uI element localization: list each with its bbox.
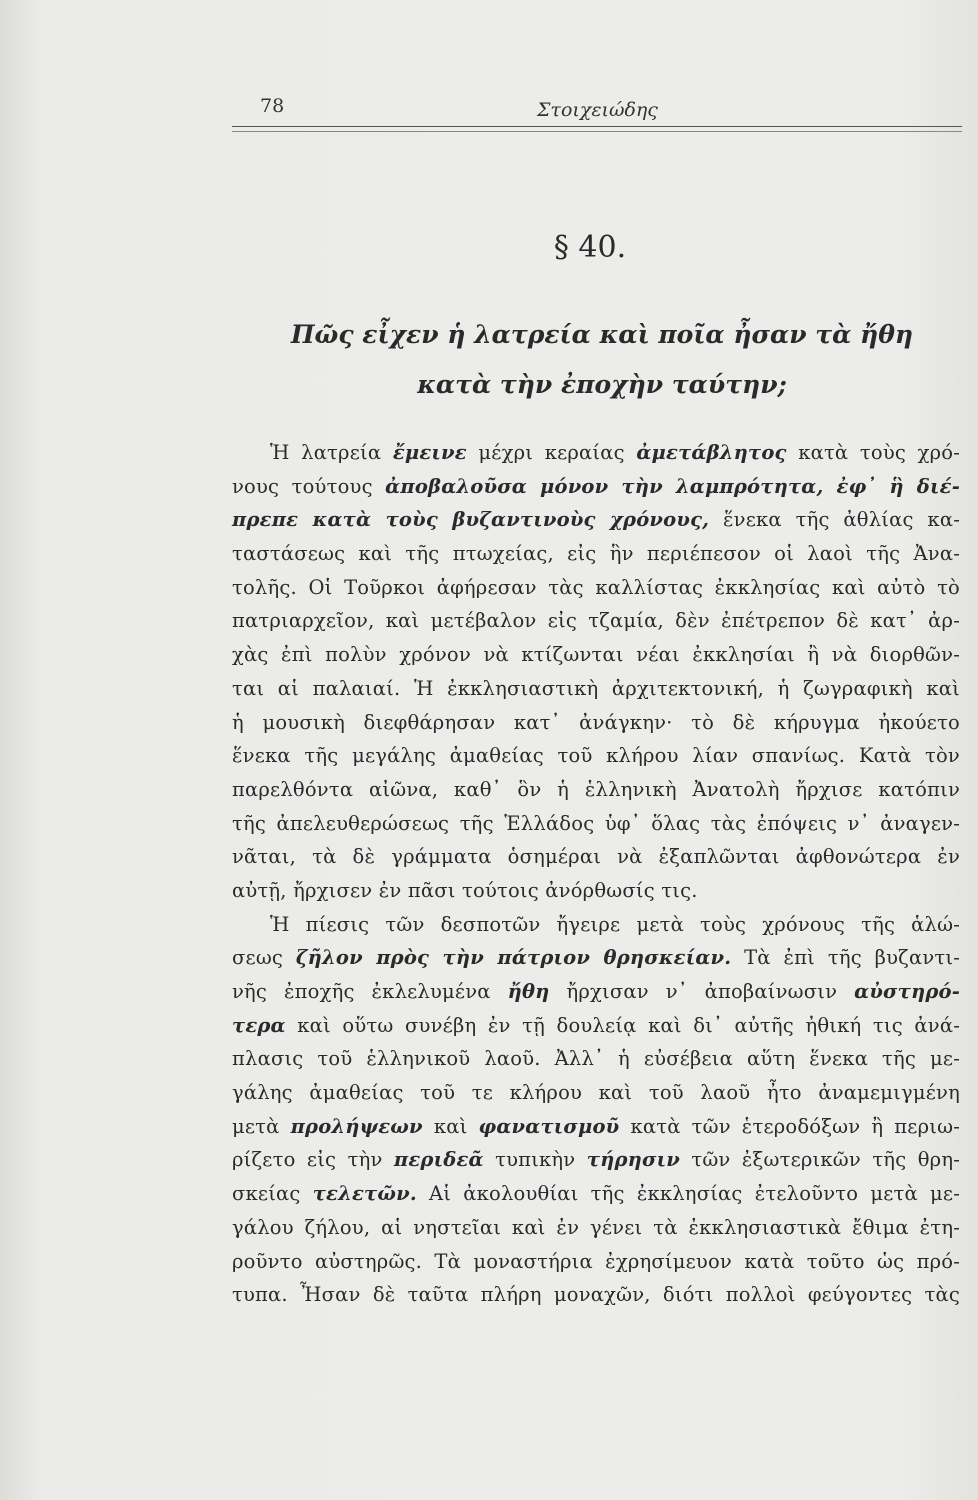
running-head — [232, 95, 962, 125]
page-number: 78 — [260, 95, 285, 117]
text-line: νᾶται, τὰ δὲ γράμματα ὁσημέραι νὰ ἐξαπλῶνται ἀφθονώτερα ἐν — [232, 845, 960, 869]
text-line: μετὰ προλήψεων καὶ φανατισμοῦ κατὰ τῶν ἑτεροδόξων ἢ περιω- — [232, 1114, 960, 1138]
running-title: Στοιχειώδης — [537, 99, 658, 121]
text-line: παρελθόντα αἰῶνα, καθ᾽ ὃν ἡ ἑλληνικὴ Ἀνατολὴ ἤρχισε κατόπιν — [232, 777, 960, 801]
text-line: ρίζετο εἰς τὴν περιδεᾶ τυπικὴν τήρησιν τῶν ἐξωτερικῶν τῆς θρη- — [232, 1148, 960, 1172]
text-line: νους τούτους ἀποβαλοῦσα μόνον τὴν λαμπρότητα, ἐφ᾽ ἣ διέ- — [232, 474, 960, 498]
section-title-line-2: κατὰ τὴν ἐποχὴν ταύτην; — [417, 370, 787, 399]
text-line: ἕνεκα τῆς μεγάλης ἀμαθείας τοῦ κλήρου λίαν σπανίως. Κατὰ τὸν — [232, 744, 960, 768]
text-line: τολῆς. Οἱ Τοῦρκοι ἀφήρεσαν τὰς καλλίστας ἐκκλησίας καὶ αὐτὸ τὸ — [232, 575, 960, 599]
text-line: Ἡ λατρεία ἔμεινε μέχρι κεραίας ἀμετάβλητος κατὰ τοὺς χρό- — [270, 441, 960, 464]
text-line: ταστάσεως καὶ τῆς πτωχείας, εἰς ἣν περιέπεσον οἱ λαοὶ τῆς Ἀνα- — [232, 542, 960, 566]
text-line: νῆς ἐποχῆς ἐκλελυμένα ἤθη ἤρχισαν ν᾽ ἀποβαίνωσιν αὐστηρό- — [232, 980, 960, 1003]
text-line: χὰς ἐπὶ πολὺν χρόνον νὰ κτίζωνται νέαι ἐκκλησίαι ἢ νὰ διορθῶν- — [232, 643, 960, 667]
text-line: γάλου ζήλου, αἱ νηστεῖαι καὶ ἐν γένει τὰ ἐκκλησιαστικὰ ἔθιμα ἐτη- — [232, 1215, 960, 1239]
body-text — [232, 436, 960, 1312]
section-title-line-1: Πῶς εἶχεν ἡ λατρεία καὶ ποῖα ἦσαν τὰ ἤθη — [290, 320, 914, 349]
text-line: ροῦντο αὐστηρῶς. Τὰ μοναστήρια ἐχρησίμευον κατὰ τοῦτο ὡς πρό- — [232, 1249, 960, 1273]
text-line: ἡ μουσικὴ διεφθάρησαν κατ᾽ ἀνάγκην· τὸ δὲ κήρυγμα ἠκούετο — [232, 710, 960, 734]
text-line: γάλης ἀμαθείας τοῦ τε κλήρου καὶ τοῦ λαοῦ ἦτο ἀναμεμιγμένη — [232, 1081, 960, 1105]
text-line: πρεπε κατὰ τοὺς βυζαντινοὺς χρόνους, ἕνεκα τῆς ἀθλίας κα- — [232, 508, 960, 532]
section-title — [232, 310, 972, 410]
text-line: Ἡ πίεσις τῶν δεσποτῶν ἤγειρε μετὰ τοὺς χρόνους τῆς ἁλώ- — [270, 912, 960, 936]
text-line: σεως ζῆλον πρὸς τὴν πάτριον θρησκείαν. Τὰ ἐπὶ τῆς βυζαντι- — [232, 946, 960, 970]
header-rule-secondary — [232, 131, 962, 132]
text-line: τυπα. Ἦσαν δὲ ταῦτα πλήρη μοναχῶν, διότι πολλοὶ φεύγοντες τὰς — [232, 1283, 960, 1307]
text-line: τῆς ἀπελευθερώσεως τῆς Ἑλλάδος ὑφ᾽ ὅλας τὰς ἐπόψεις ν᾽ ἀναγεν- — [232, 811, 960, 835]
text-line: πλασις τοῦ ἑλληνικοῦ λαοῦ. Ἀλλ᾽ ἡ εὐσέβεια αὕτη ἕνεκα τῆς με- — [232, 1047, 960, 1071]
text-line: ται αἱ παλαιαί. Ἡ ἐκκλησιαστικὴ ἀρχιτεκτονική, ἡ ζωγραφικὴ καὶ — [232, 676, 960, 700]
text-line: τερα καὶ οὕτω συνέβη ἐν τῇ δουλείᾳ καὶ δι᾽ αὐτῆς ἠθική τις ἀνά- — [232, 1013, 960, 1037]
text-line: αὐτῇ, ἤρχισεν ἐν πᾶσι τούτοις ἀνόρθωσίς τις. — [232, 878, 698, 902]
header-rule — [232, 126, 962, 127]
text-line: σκείας τελετῶν. Αἱ ἀκολουθίαι τῆς ἐκκλησίας ἐτελοῦντο μετὰ με- — [232, 1182, 961, 1206]
text-line: πατριαρχεῖον, καὶ μετέβαλον εἰς τζαμία, δὲν ἐπέτρεπον δὲ κατ᾽ ἀρ- — [232, 609, 960, 633]
section-number: § 40. — [553, 230, 627, 265]
